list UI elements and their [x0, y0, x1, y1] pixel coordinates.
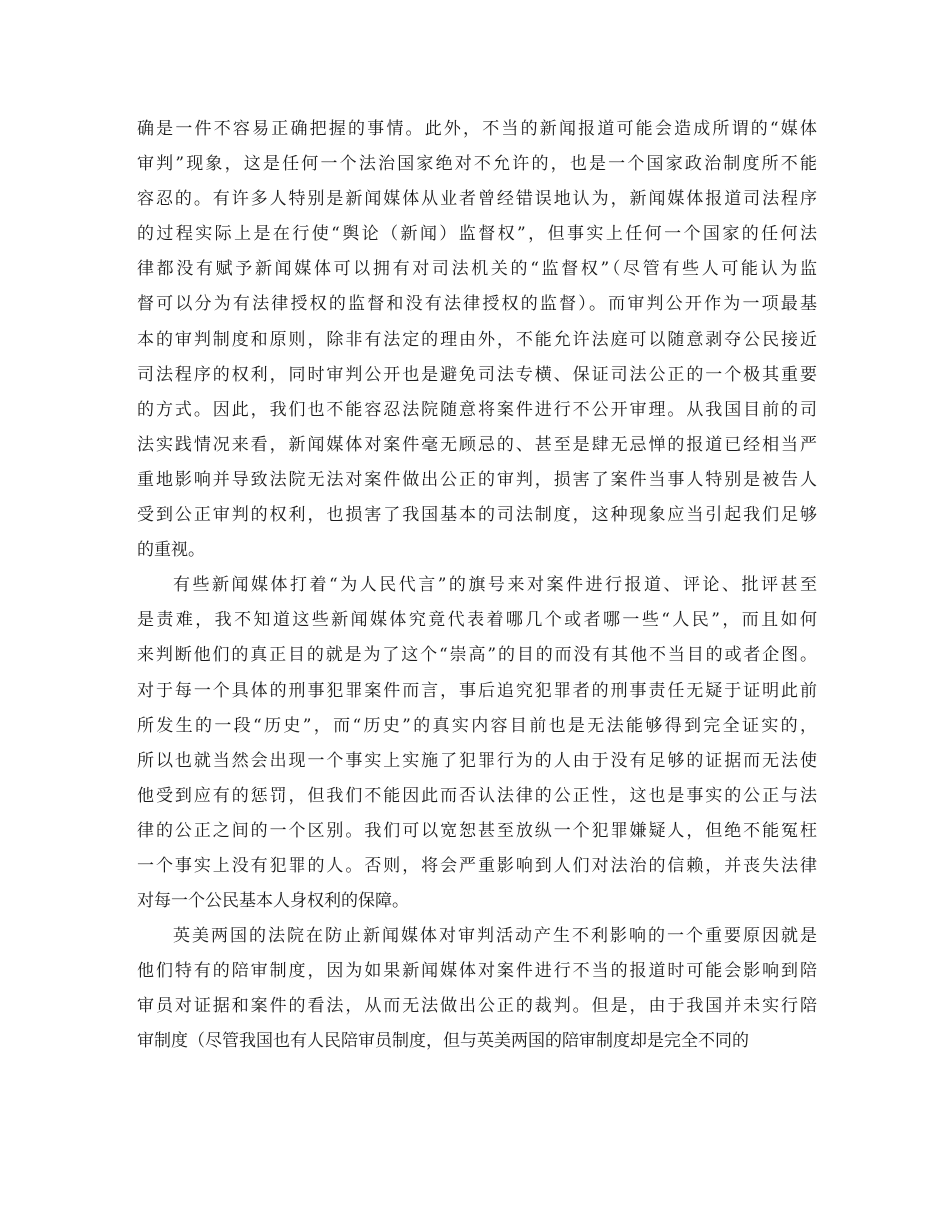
text-line: 所发生的一段“历史”，而“历史”的真实内容目前也是无法能够得到完全证实的， — [137, 715, 817, 736]
text-line: 审员对证据和案件的看法，从而无法做出公正的裁判。但是，由于我国并未实行陪 — [137, 996, 817, 1017]
text-line: 法实践情况来看，新闻媒体对案件毫无顾忌的、甚至是肆无忌惮的报道已经相当严 — [137, 434, 817, 455]
text-line: 他受到应有的惩罚，但我们不能因此而否认法律的公正性，这也是事实的公正与法 — [137, 785, 817, 806]
text-line: 所以也就当然会出现一个事实上实施了犯罪行为的人由于没有足够的证据而无法使 — [137, 750, 817, 771]
body-text — [137, 112, 817, 1060]
text-line: 受到公正审判的权利，也损害了我国基本的司法制度，这种现象应当引起我们足够 — [137, 505, 817, 526]
text-line: 容忍的。有许多人特别是新闻媒体从业者曾经错误地认为，新闻媒体报道司法程序 — [137, 189, 817, 210]
text-line: 一个事实上没有犯罪的人。否则，将会严重影响到人们对法治的信赖，并丧失法律 — [137, 855, 817, 876]
text-line: 确是一件不容易正确把握的事情。此外，不当的新闻报道可能会造成所谓的“媒体 — [137, 119, 817, 139]
paragraph — [137, 112, 817, 568]
text-line: 审判”现象，这是任何一个法治国家绝对不允许的，也是一个国家政治制度所不能 — [137, 154, 817, 175]
text-line: 的方式。因此，我们也不能容忍法院随意将案件进行不公开审理。从我国目前的司 — [137, 399, 817, 420]
text-line: 有些新闻媒体打着“为人民代言”的旗号来对案件进行报道、评论、批评甚至 — [173, 575, 817, 596]
text-line: 的过程实际上是在行使“舆论（新闻）监督权”，但事实上任何一个国家的任何法 — [137, 224, 817, 245]
paragraph — [137, 568, 817, 919]
text-line: 的重视。 — [137, 540, 205, 561]
text-line: 审制度（尽管我国也有人民陪审员制度，但与英美两国的陪审制度却是完全不同的 — [137, 1031, 749, 1052]
text-line: 本的审判制度和原则，除非有法定的理由外，不能允许法庭可以随意剥夺公民接近 — [137, 329, 817, 350]
text-line: 重地影响并导致法院无法对案件做出公正的审判，损害了案件当事人特别是被告人 — [137, 469, 817, 490]
text-line: 司法程序的权利，同时审判公开也是避免司法专横、保证司法公正的一个极其重要 — [137, 364, 817, 385]
text-line: 律都没有赋予新闻媒体可以拥有对司法机关的“监督权”（尽管有些人可能认为监 — [137, 259, 817, 280]
text-line: 律的公正之间的一个区别。我们可以宽恕甚至放纵一个犯罪嫌疑人，但绝不能冤枉 — [137, 820, 817, 841]
text-line: 督可以分为有法律授权的监督和没有法律授权的监督）。而审判公开作为一项最基 — [137, 294, 817, 315]
text-line: 对于每一个具体的刑事犯罪案件而言，事后追究犯罪者的刑事责任无疑于证明此前 — [137, 680, 817, 701]
text-line: 他们特有的陪审制度，因为如果新闻媒体对案件进行不当的报道时可能会影响到陪 — [137, 961, 817, 982]
text-line: 是责难，我不知道这些新闻媒体究竟代表着哪几个或者哪一些“人民”，而且如何 — [137, 610, 817, 631]
text-line: 来判断他们的真正目的就是为了这个“崇高”的目的而没有其他不当目的或者企图。 — [137, 645, 817, 666]
text-line: 对每一个公民基本人身权利的保障。 — [137, 891, 409, 912]
text-line: 英美两国的法院在防止新闻媒体对审判活动产生不利影响的一个重要原因就是 — [173, 926, 817, 947]
paragraph — [137, 919, 817, 1059]
